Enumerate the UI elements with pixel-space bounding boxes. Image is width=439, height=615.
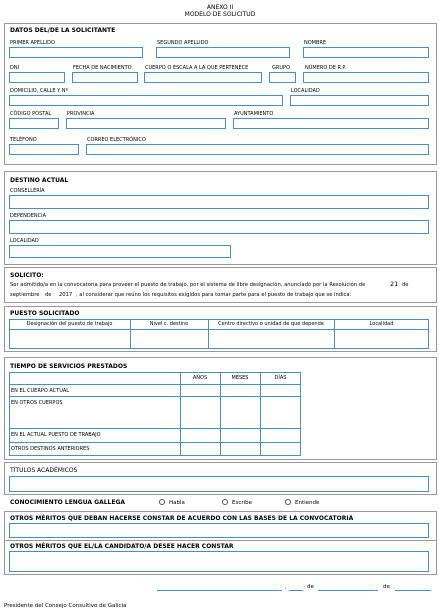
signature-de-2: de	[383, 584, 390, 590]
address-field[interactable]	[9, 95, 283, 106]
signature-place-line[interactable]	[157, 590, 282, 591]
rp-number-label: NÚMERO DE R.P.	[305, 65, 347, 71]
write-radio[interactable]	[222, 499, 228, 505]
months-header: MESES	[231, 375, 249, 381]
signature-month-line[interactable]	[318, 590, 378, 591]
service-row-current-corps: EN EL CUERPO ACTUAL	[11, 388, 70, 394]
request-de-2: de	[45, 292, 52, 298]
first-surname-field[interactable]	[9, 47, 143, 58]
ministry-field[interactable]	[9, 195, 429, 209]
years-header: AÑOS	[192, 375, 208, 381]
destination-section-title: DESTINO ACTUAL	[10, 177, 69, 184]
destination-locality-field[interactable]	[9, 245, 231, 258]
days-header: DÍAS	[274, 375, 287, 381]
speak-radio[interactable]	[159, 499, 165, 505]
write-label: Escribe	[232, 500, 253, 506]
rp-number-field[interactable]	[303, 72, 429, 83]
request-de-1: de	[402, 282, 409, 288]
request-title: SOLICITO:	[10, 272, 44, 279]
applicant-section-title: DATOS DEL/DE LA SOLICITANTE	[10, 27, 116, 34]
speak-label: Habla	[169, 500, 185, 506]
group-label: GRUPO	[272, 65, 290, 71]
corps-label: CUERPO O ESCALA A LA QUE PERTENECE	[145, 65, 249, 71]
first-surname-label: PRIMER APELLIDO	[10, 40, 55, 46]
ministry-label: CONSELLERÍA	[10, 188, 45, 194]
second-surname-field[interactable]	[156, 47, 290, 58]
request-day: 21	[390, 280, 399, 288]
birth-date-field[interactable]	[72, 72, 138, 83]
understand-label: Entiende	[295, 500, 320, 506]
position-col-designation: Designación del puesto de trabajo	[26, 321, 113, 327]
postal-code-label: CÓDIGO POSTAL	[10, 111, 52, 117]
group-field[interactable]	[269, 72, 296, 83]
postal-code-field[interactable]	[9, 118, 59, 129]
request-text-2: , al considerar que reúno los requisitos exigidos para tomar parte para el puesto de trabajo que se indica:	[76, 292, 352, 298]
corps-field[interactable]	[144, 72, 262, 83]
email-label: CORREO ELECTRÓNICO	[87, 137, 146, 143]
province-label: PROVINCIA	[67, 111, 95, 117]
signature-comma: ,	[285, 584, 287, 590]
merits-other-title: OTROS MÉRITOS QUE EL/LA CANDIDATO/A DESEE HACER CONSTAR	[10, 543, 234, 550]
galician-title: CONOCIMIENTO LENGUA GALLEGA	[10, 499, 126, 506]
understand-radio[interactable]	[285, 499, 291, 505]
merits-bases-title: OTROS MÉRITOS QUE DEBAN HACERSE CONSTAR DE ACUERDO CON LAS BASES DE LA CONVOCATORIA	[10, 515, 354, 522]
council-field[interactable]	[233, 118, 429, 129]
destination-locality-label: LOCALIDAD	[10, 238, 39, 244]
dependency-field[interactable]	[9, 220, 429, 234]
dependency-label: DEPENDENCIA	[10, 213, 47, 219]
position-section-title: PUESTO SOLICITADO	[10, 310, 80, 317]
request-year: 2017	[59, 292, 73, 298]
dni-field[interactable]	[9, 72, 65, 83]
email-field[interactable]	[86, 144, 429, 155]
second-surname-label: SEGUNDO APELLIDO	[157, 40, 209, 46]
service-row-other-corps: EN OTROS CUERPOS	[11, 400, 63, 406]
position-col-level: Nivel c. destino	[149, 321, 189, 327]
merits-bases-field[interactable]	[9, 523, 429, 538]
request-month: septiembre	[10, 292, 40, 298]
service-row-current-post: EN EL ACTUAL PUESTO DE TRABAJO	[11, 432, 101, 438]
council-label: AYUNTAMIENTO	[234, 111, 274, 117]
degrees-title: TÍTULOS ACADÉMICOS	[10, 467, 78, 474]
position-level-cell[interactable]	[131, 330, 207, 348]
name-field[interactable]	[303, 47, 429, 58]
merits-other-field[interactable]	[9, 551, 429, 572]
signature-day-line[interactable]	[289, 590, 303, 591]
phone-field[interactable]	[9, 144, 79, 155]
signature-de-1: de	[307, 584, 314, 590]
birth-date-label: FECHA DE NACIMIENTO	[73, 65, 132, 71]
name-label: NOMBRE	[304, 40, 327, 46]
service-row-previous: OTROS DESTINOS ANTERIORES	[11, 446, 90, 452]
addressee: Presidente del Consejo Consultivo de Galicia	[4, 603, 127, 609]
position-col-locality: Localidad	[369, 321, 394, 327]
service-time-title: TIEMPO DE SERVICIOS PRESTADOS	[10, 363, 128, 370]
address-label: DOMICILIO, CALLE Y Nº	[10, 88, 68, 94]
phone-label: TELÉFONO	[10, 137, 37, 143]
dni-label: DNI	[10, 65, 20, 71]
position-center-cell[interactable]	[209, 330, 333, 348]
annex-label: ANEXO II	[206, 4, 234, 11]
province-field[interactable]	[66, 118, 226, 129]
degrees-field[interactable]	[9, 476, 429, 492]
position-designation-cell[interactable]	[10, 330, 129, 348]
request-text-1: Ser admitido/a en la convocatoria para proveer el puesto de trabajo, por el sistema de libre designación, anunciado por la Resolución de	[10, 282, 366, 288]
locality-label: LOCALIDAD	[291, 88, 320, 94]
locality-field[interactable]	[290, 95, 429, 106]
form-title: MODELO DE SOLICITUD	[184, 11, 256, 18]
signature-year-line[interactable]	[395, 590, 431, 591]
position-col-center: Centro directivo o unidad de que depende	[218, 321, 324, 327]
position-locality-cell[interactable]	[335, 330, 428, 348]
